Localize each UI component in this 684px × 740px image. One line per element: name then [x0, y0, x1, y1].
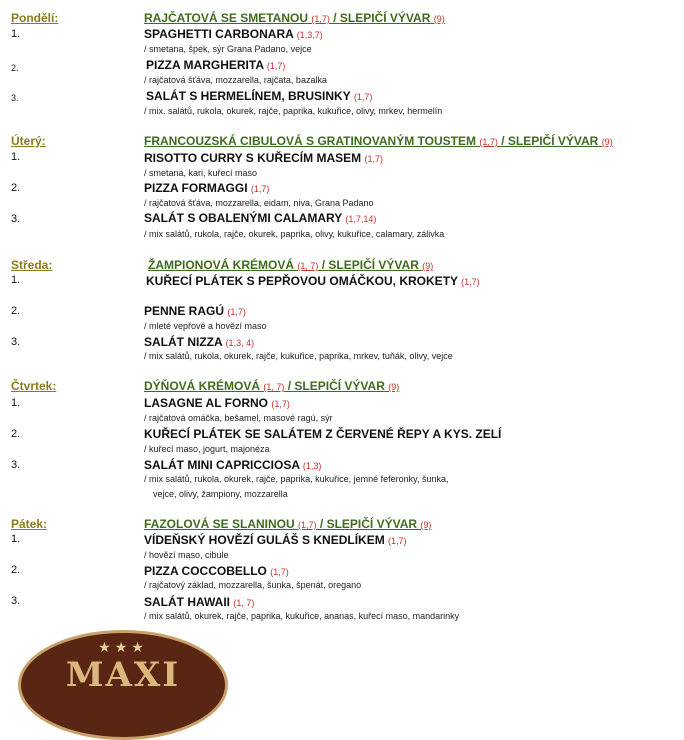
soup-monday — [144, 11, 664, 25]
logo-stars: ★★★ — [98, 639, 148, 655]
soup-name: FRANCOUZSKÁ CIBULOVÁ S GRATINOVANÝM TOUSTEM — [144, 134, 476, 148]
dish-name: PIZZA MARGHERITA (1,7) — [146, 58, 286, 72]
dish-description: / kuřecí maso, jogurt, majonéza — [144, 444, 270, 454]
dish-allergens: (1,3) — [302, 461, 322, 471]
day-label-friday: Pátek: — [11, 517, 48, 531]
dish-allergens: (1,7) — [227, 307, 246, 317]
day-label-thursday: Čtvrtek: — [11, 379, 57, 393]
soup-name-2: SLEPIČÍ VÝVAR — [326, 517, 418, 531]
dish-description: / smetana, špek, sýr Grana Padano, vejce — [144, 44, 312, 54]
dish-description: / mleté vepřové a hovězí maso — [144, 321, 267, 331]
dish-allergens: (1,7) — [270, 567, 289, 577]
soup-name: DÝŇOVÁ KRÉMOVÁ — [144, 379, 261, 393]
dish-number: 2. — [11, 564, 21, 576]
soup-allergens: (1, 7) — [297, 261, 319, 271]
dish-name: SALÁT MINI CAPRICCIOSA (1,3) — [144, 458, 322, 472]
dish-number: 2. — [11, 305, 21, 317]
dish-name: PIZZA FORMAGGI (1,7) — [144, 181, 270, 195]
dish-number: 3. — [11, 459, 21, 471]
dish-description: / smetana, kari, kuřecí maso — [144, 168, 258, 178]
dish-number: 2. — [11, 182, 21, 194]
dish-name: KUŘECÍ PLÁTEK S PEPŘOVOU OMÁČKOU, KROKETY (1,7) — [146, 274, 480, 288]
dish-name: SALÁT S OBALENÝMI CALAMARY (1,7,14) — [144, 211, 377, 225]
soup-name-2: SLEPIČÍ VÝVAR — [294, 379, 385, 393]
soup-name: ŽAMPIONOVÁ KRÉMOVÁ — [148, 258, 295, 272]
day-label-wednesday: Středa: — [11, 258, 53, 272]
dish-description: / mix. salátů, rukola, okurek, rajče, paprika, kukuřice, olivy, mrkev, hermelín — [144, 106, 443, 116]
dish-description: / mix salátů, okurek, rajče, paprika, kukuřice, ananas, kuřecí maso, mandarinky — [144, 611, 460, 621]
soup-name-2: SLEPIČÍ VÝVAR — [507, 134, 599, 148]
soup-friday — [144, 517, 664, 531]
dish-description: / rajčatová šťáva, mozzarella, eidam, niva, Grana Padano — [144, 198, 374, 208]
dish-description: / mix salátů, rukola, okurek, rajče, paprika, kukuřice, jemné feferonky, šunka, — [144, 474, 449, 484]
dish-name: RISOTTO CURRY S KUŘECÍM MASEM (1,7) — [144, 151, 383, 165]
soup-allergens-2: (9) — [433, 14, 445, 24]
dish-name: KUŘECÍ PLÁTEK SE SALÁTEM Z ČERVENÉ ŘEPY A KYS. ZELÍ — [144, 427, 502, 441]
dish-number: 3. — [11, 595, 21, 607]
soup-allergens: (1,7) — [298, 520, 317, 530]
dish-allergens: (1,7) — [388, 536, 407, 546]
soup-name-2: SLEPIČÍ VÝVAR — [339, 11, 431, 25]
dish-name: PIZZA COCCOBELLO (1,7) — [144, 564, 289, 578]
dish-allergens: (1,7) — [364, 154, 383, 164]
dish-name: SALÁT S HERMELÍNEM, BRUSINKY (1,7) — [146, 89, 373, 103]
soup-allergens-2: (9) — [420, 520, 432, 530]
dish-number: 3. — [11, 336, 21, 348]
restaurant-logo — [18, 630, 228, 740]
dish-allergens: (1,7) — [250, 184, 270, 194]
dish-allergens: (1,7) — [353, 92, 373, 102]
soup-allergens-2: (9) — [601, 137, 613, 147]
soup-name-2: SLEPIČÍ VÝVAR — [328, 258, 419, 272]
dish-description: / rajčatová šťáva, mozzarella, rajčata, bazalka — [144, 75, 327, 85]
dish-number: 2. — [11, 428, 21, 440]
soup-allergens: (1,7) — [311, 14, 330, 24]
soup-separator: / — [318, 258, 329, 272]
soup-allergens-2: (9) — [422, 261, 434, 271]
soup-tuesday — [144, 134, 664, 148]
logo-text: MAXI — [65, 655, 181, 695]
dish-number: 1. — [11, 151, 21, 163]
dish-description: / hovězí maso, cibule — [144, 550, 229, 560]
dish-number: 1. — [11, 274, 21, 286]
dish-number: 1. — [11, 533, 21, 545]
dish-name: PENNE RAGÚ (1,7) — [144, 304, 246, 318]
soup-thursday — [144, 379, 664, 393]
dish-allergens: (1,7) — [266, 61, 286, 71]
soup-name: RAJČATOVÁ SE SMETANOU — [144, 11, 309, 25]
dish-number: 3. — [11, 93, 19, 103]
dish-allergens: (1,3, 4) — [225, 338, 255, 348]
soup-allergens-2: (9) — [388, 382, 400, 392]
dish-name: VÍDEŇSKÝ HOVĚZÍ GULÁŠ S KNEDLÍKEM (1,7) — [144, 533, 407, 547]
soup-separator: / — [316, 517, 327, 531]
dish-description: / mix salátů, rukola, rajče, okurek, paprika, olivy, kukuřice, calamary, zálivka — [144, 229, 445, 239]
day-label-monday: Pondělí: — [11, 11, 59, 25]
dish-allergens: (1,3,7) — [296, 30, 323, 40]
dish-allergens: (1,7) — [461, 277, 480, 287]
soup-separator: / — [284, 379, 295, 393]
soup-name: FAZOLOVÁ SE SLANINOU — [144, 517, 295, 531]
dish-allergens: (1,7,14) — [345, 214, 377, 224]
dish-name: SPAGHETTI CARBONARA (1,3,7) — [144, 27, 323, 41]
dish-name: LASAGNE AL FORNO (1,7) — [144, 396, 290, 410]
dish-description-continued: vejce, olivy, žampiony, mozzarella — [153, 489, 288, 499]
dish-number: 3. — [11, 213, 21, 225]
dish-number: 1. — [11, 28, 21, 40]
dish-allergens: (1, 7) — [233, 598, 255, 608]
dish-number: 2. — [11, 63, 19, 73]
dish-description: / rajčatová omáčka, bešamel, masové ragú, sýr — [144, 413, 333, 423]
soup-allergens: (1, 7) — [263, 382, 285, 392]
dish-name: SALÁT NIZZA (1,3, 4) — [144, 335, 255, 349]
dish-allergens: (1,7) — [271, 399, 290, 409]
dish-number: 1. — [11, 397, 21, 409]
soup-wednesday — [148, 258, 668, 272]
soup-separator: / — [329, 11, 340, 25]
soup-allergens: (1,7) — [479, 137, 498, 147]
dish-name: SALÁT HAWAII (1, 7) — [144, 595, 255, 609]
dish-description: / mix salátů, rukola, okurek, rajče, kukuřice, paprika, mrkev, tuňák, olivy, vejce — [144, 351, 453, 361]
soup-separator: / — [497, 134, 508, 148]
dish-description: / rajčatový základ, mozzarella, šunka, špenát, oregano — [144, 580, 362, 590]
day-label-tuesday: Úterý: — [11, 134, 46, 148]
